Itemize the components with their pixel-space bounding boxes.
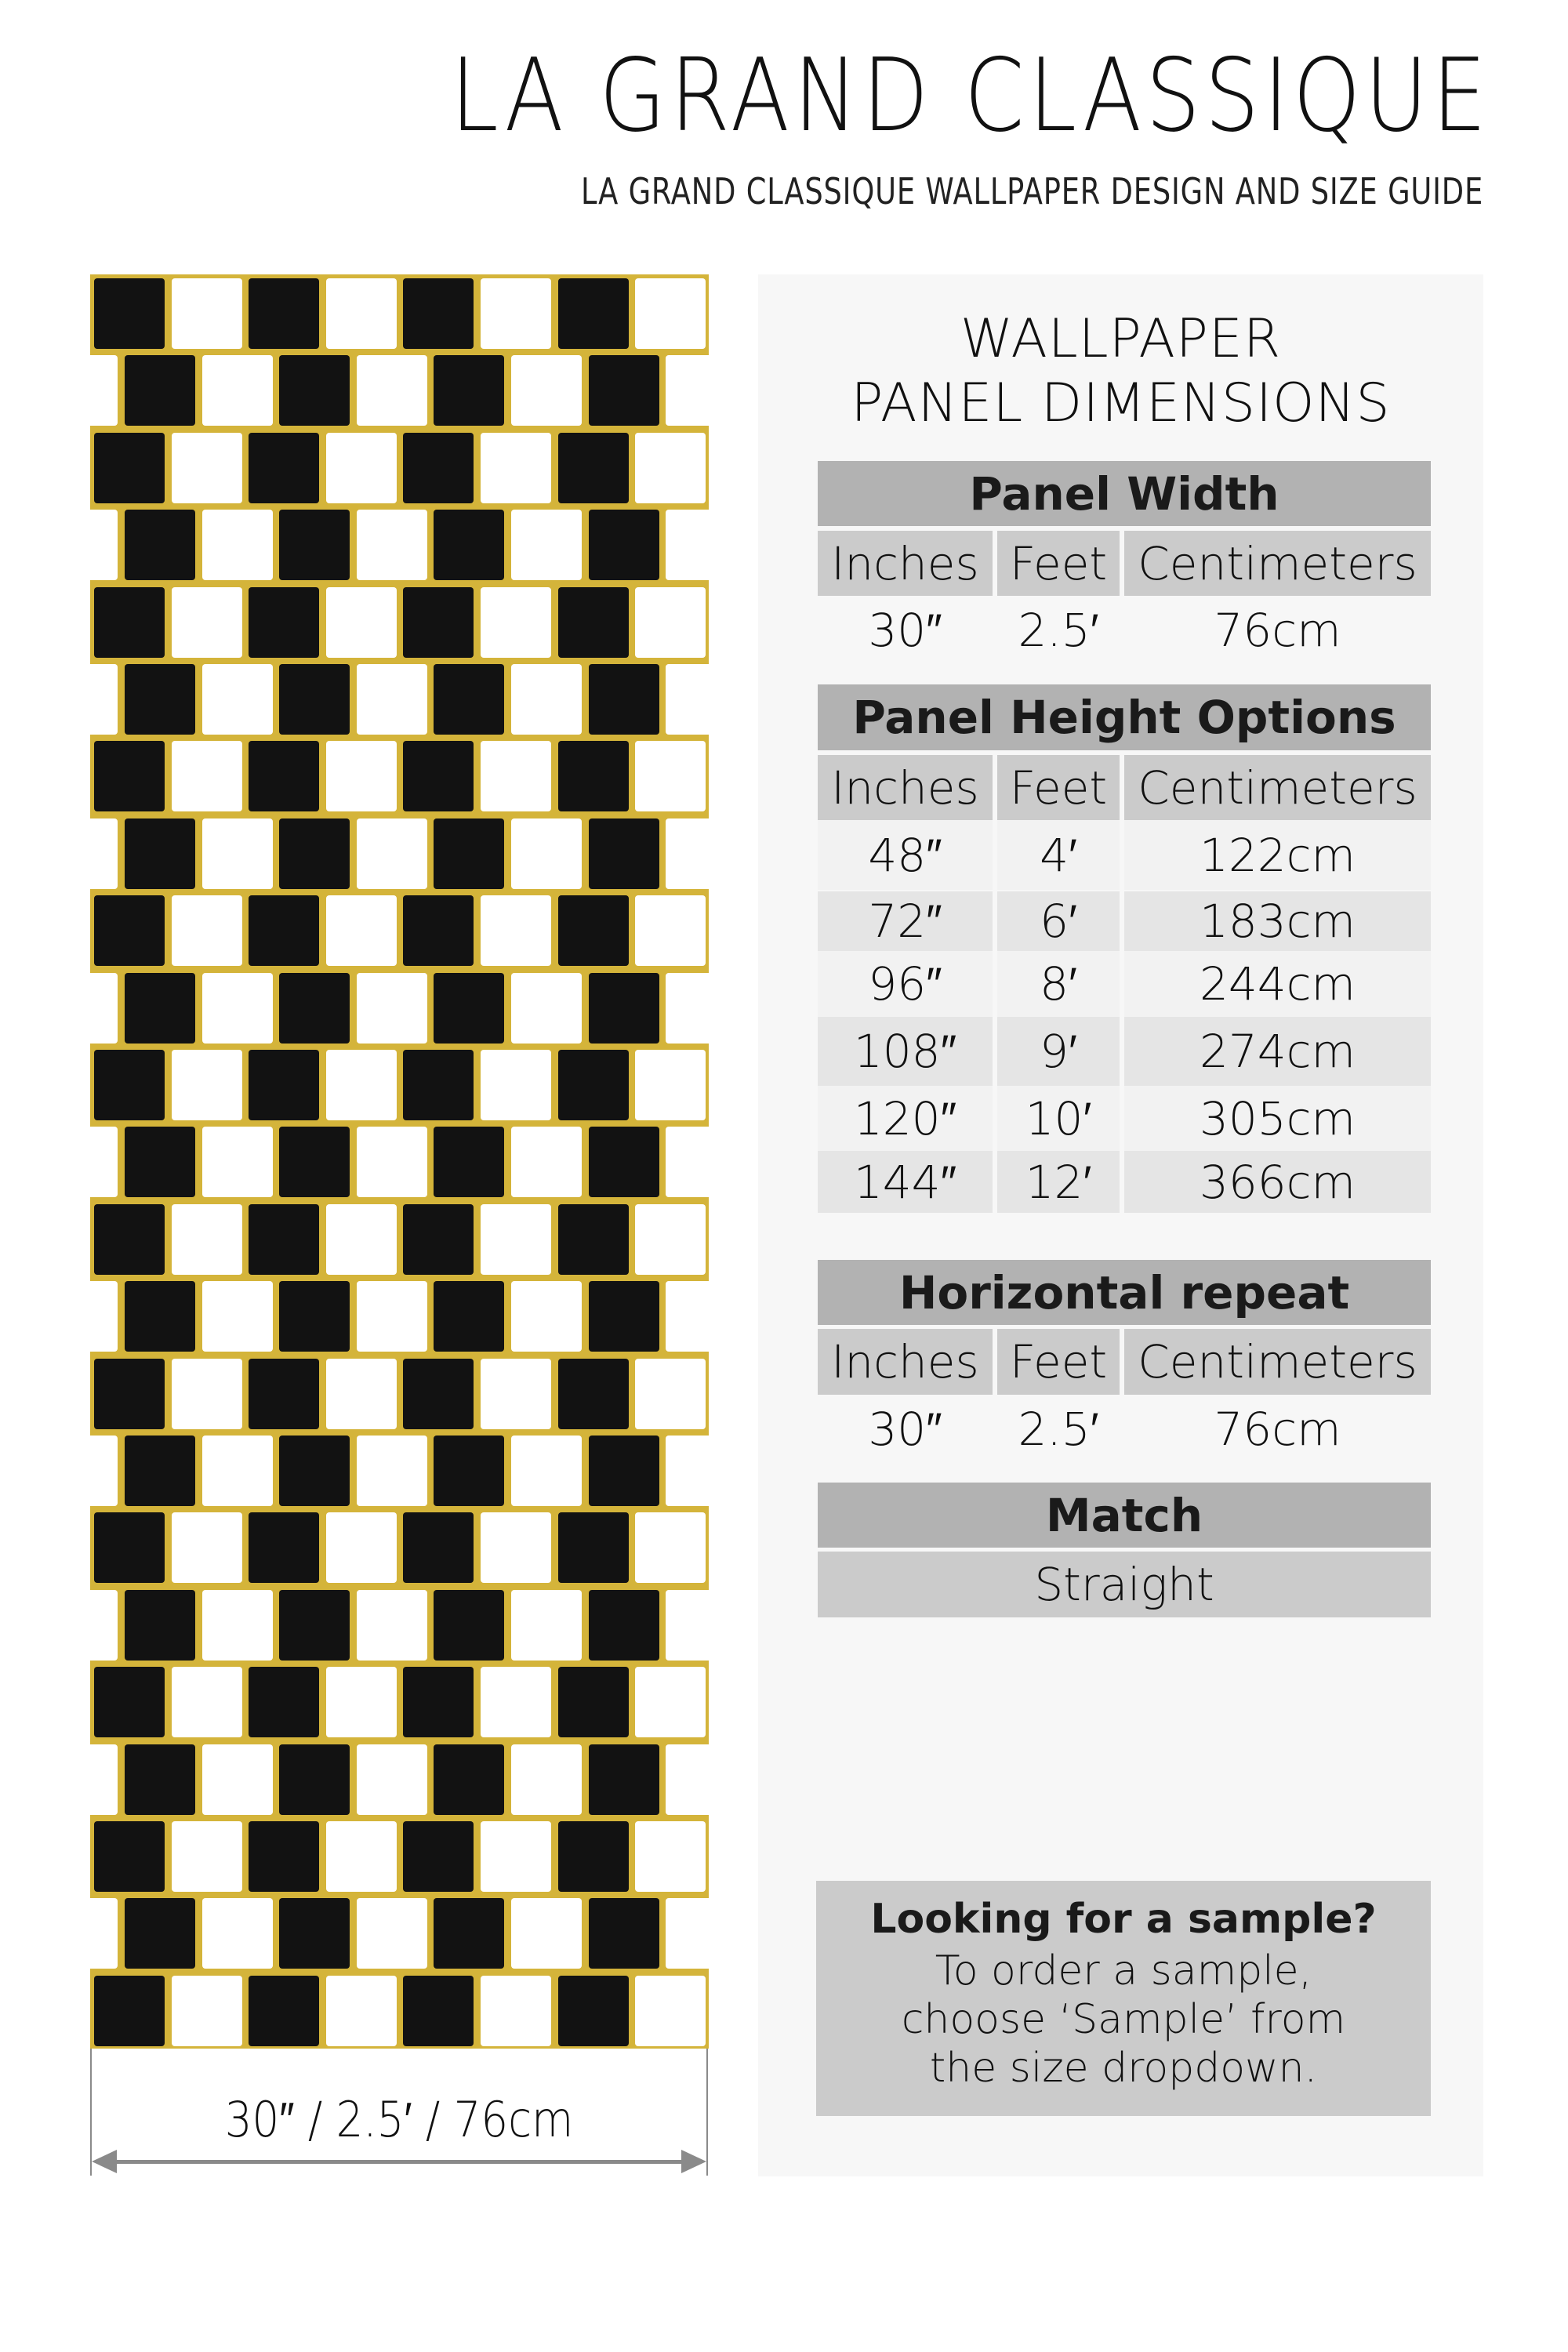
black-tile bbox=[249, 1667, 319, 1737]
black-tile bbox=[94, 1512, 165, 1583]
match-value: Straight bbox=[818, 1552, 1431, 1617]
black-tile bbox=[434, 1436, 504, 1506]
white-tile bbox=[326, 1667, 397, 1737]
black-tile bbox=[249, 1976, 319, 2046]
page-subtitle: LA GRAND CLASSIQUE WALLPAPER DESIGN AND SIZE GUIDE bbox=[580, 170, 1483, 212]
white-tile bbox=[90, 664, 118, 735]
black-tile bbox=[94, 1976, 165, 2046]
white-tile bbox=[172, 1050, 242, 1120]
black-tile bbox=[249, 1050, 319, 1120]
black-tile bbox=[125, 1744, 195, 1815]
black-tile bbox=[279, 973, 350, 1044]
white-tile bbox=[202, 1127, 273, 1197]
black-tile bbox=[249, 433, 319, 503]
black-tile bbox=[434, 510, 504, 580]
width-feet: 2.5′ bbox=[1018, 604, 1099, 657]
black-tile bbox=[434, 1127, 504, 1197]
black-tile bbox=[249, 1821, 319, 1892]
height-row-4-feet: 9′ bbox=[997, 1017, 1120, 1086]
white-tile bbox=[172, 1204, 242, 1275]
white-tile bbox=[357, 1281, 427, 1352]
black-tile bbox=[94, 1667, 165, 1737]
white-tile bbox=[326, 1512, 397, 1583]
black-tile bbox=[279, 355, 350, 426]
black-tile bbox=[403, 1050, 474, 1120]
height-row-5-inches: 120″ bbox=[818, 1086, 993, 1151]
white-tile bbox=[357, 1590, 427, 1661]
width-inches: 30″ bbox=[868, 604, 942, 657]
white-tile bbox=[172, 741, 242, 811]
height-row-1-cm: 122cm bbox=[1124, 820, 1431, 890]
white-tile bbox=[635, 1050, 706, 1120]
black-tile bbox=[589, 973, 659, 1044]
black-tile bbox=[403, 1821, 474, 1892]
white-tile bbox=[481, 433, 551, 503]
white-tile bbox=[357, 510, 427, 580]
wallpaper-pattern-preview bbox=[90, 274, 709, 2049]
col-centimeters: Centimeters bbox=[1124, 531, 1431, 596]
height-row-1-feet: 4′ bbox=[997, 820, 1120, 890]
panel-width-header: Panel Width bbox=[818, 461, 1431, 526]
sample-info-box bbox=[816, 1881, 1431, 2116]
black-tile bbox=[589, 510, 659, 580]
white-tile bbox=[202, 1590, 273, 1661]
black-tile bbox=[125, 1281, 195, 1352]
white-tile bbox=[172, 587, 242, 658]
height-row-2-cm: 183cm bbox=[1124, 891, 1431, 951]
white-tile bbox=[202, 1744, 273, 1815]
white-tile bbox=[666, 1436, 709, 1506]
black-tile bbox=[279, 1127, 350, 1197]
black-tile bbox=[434, 1281, 504, 1352]
panel-height-header: Panel Height Options bbox=[818, 684, 1431, 750]
white-tile bbox=[635, 587, 706, 658]
white-tile bbox=[202, 510, 273, 580]
height-row-2-feet: 6′ bbox=[997, 891, 1120, 951]
white-tile bbox=[481, 741, 551, 811]
col-centimeters: Centimeters bbox=[1124, 755, 1431, 820]
panel-width-label: 30″ / 2.5′ / 76cm bbox=[224, 2091, 574, 2148]
white-tile bbox=[666, 973, 709, 1044]
white-tile bbox=[357, 973, 427, 1044]
black-tile bbox=[558, 1359, 629, 1429]
brand-title: LA GRAND CLASSIQUE bbox=[450, 38, 1491, 154]
white-tile bbox=[357, 1127, 427, 1197]
black-tile bbox=[125, 1127, 195, 1197]
white-tile bbox=[202, 973, 273, 1044]
height-row-1-inches: 48″ bbox=[818, 820, 993, 890]
white-tile bbox=[172, 895, 242, 966]
black-tile bbox=[125, 1898, 195, 1969]
horizontal-repeat-header: Horizontal repeat bbox=[818, 1260, 1431, 1325]
white-tile bbox=[481, 1204, 551, 1275]
white-tile bbox=[635, 1204, 706, 1275]
white-tile bbox=[90, 510, 118, 580]
white-tile bbox=[666, 1127, 709, 1197]
black-tile bbox=[249, 278, 319, 349]
white-tile bbox=[666, 1590, 709, 1661]
col-inches: Inches bbox=[818, 531, 993, 596]
white-tile bbox=[172, 1512, 242, 1583]
white-tile bbox=[202, 1436, 273, 1506]
black-tile bbox=[279, 1744, 350, 1815]
black-tile bbox=[403, 741, 474, 811]
black-tile bbox=[125, 664, 195, 735]
white-tile bbox=[172, 1976, 242, 2046]
white-tile bbox=[666, 355, 709, 426]
black-tile bbox=[403, 1359, 474, 1429]
panel-title-line1: WALLPAPER bbox=[960, 308, 1282, 370]
black-tile bbox=[403, 1976, 474, 2046]
repeat-centimeters: 76cm bbox=[1214, 1403, 1341, 1456]
black-tile bbox=[589, 1590, 659, 1661]
white-tile bbox=[326, 1204, 397, 1275]
black-tile bbox=[403, 1667, 474, 1737]
white-tile bbox=[326, 895, 397, 966]
white-tile bbox=[90, 1281, 118, 1352]
white-tile bbox=[202, 355, 273, 426]
black-tile bbox=[94, 278, 165, 349]
white-tile bbox=[511, 818, 582, 889]
white-tile bbox=[666, 1898, 709, 1969]
black-tile bbox=[403, 587, 474, 658]
black-tile bbox=[94, 1204, 165, 1275]
white-tile bbox=[202, 818, 273, 889]
black-tile bbox=[403, 1204, 474, 1275]
white-tile bbox=[635, 1821, 706, 1892]
white-tile bbox=[357, 664, 427, 735]
black-tile bbox=[434, 973, 504, 1044]
black-tile bbox=[558, 1512, 629, 1583]
height-row-6-feet: 12′ bbox=[997, 1151, 1120, 1213]
white-tile bbox=[90, 1744, 118, 1815]
black-tile bbox=[434, 1744, 504, 1815]
width-centimeters: 76cm bbox=[1214, 604, 1341, 657]
height-row-6-cm: 366cm bbox=[1124, 1151, 1431, 1213]
black-tile bbox=[249, 895, 319, 966]
white-tile bbox=[90, 973, 118, 1044]
height-row-2-inches: 72″ bbox=[818, 891, 993, 951]
black-tile bbox=[249, 1359, 319, 1429]
height-row-3-inches: 96″ bbox=[818, 951, 993, 1017]
black-tile bbox=[403, 278, 474, 349]
black-tile bbox=[589, 1744, 659, 1815]
white-tile bbox=[481, 1821, 551, 1892]
white-tile bbox=[357, 818, 427, 889]
white-tile bbox=[666, 1281, 709, 1352]
white-tile bbox=[202, 1281, 273, 1352]
black-tile bbox=[125, 510, 195, 580]
white-tile bbox=[481, 1359, 551, 1429]
black-tile bbox=[589, 1898, 659, 1969]
black-tile bbox=[403, 433, 474, 503]
repeat-inches: 30″ bbox=[868, 1403, 942, 1456]
black-tile bbox=[94, 895, 165, 966]
white-tile bbox=[481, 1976, 551, 2046]
black-tile bbox=[434, 1590, 504, 1661]
white-tile bbox=[481, 278, 551, 349]
black-tile bbox=[279, 818, 350, 889]
dimension-line bbox=[102, 2160, 696, 2164]
black-tile bbox=[589, 355, 659, 426]
black-tile bbox=[279, 1281, 350, 1352]
black-tile bbox=[558, 741, 629, 811]
white-tile bbox=[511, 1127, 582, 1197]
panel-title-line2: PANEL DIMENSIONS bbox=[851, 372, 1391, 434]
col-inches: Inches bbox=[818, 755, 993, 820]
white-tile bbox=[90, 1436, 118, 1506]
black-tile bbox=[403, 1512, 474, 1583]
black-tile bbox=[249, 1512, 319, 1583]
white-tile bbox=[511, 664, 582, 735]
black-tile bbox=[558, 433, 629, 503]
black-tile bbox=[558, 1050, 629, 1120]
white-tile bbox=[481, 1667, 551, 1737]
sample-heading: Looking for a sample? bbox=[870, 1896, 1377, 1943]
black-tile bbox=[125, 1590, 195, 1661]
black-tile bbox=[279, 664, 350, 735]
sample-text-line1: To order a sample, bbox=[935, 1947, 1312, 1994]
black-tile bbox=[589, 1436, 659, 1506]
black-tile bbox=[558, 1204, 629, 1275]
white-tile bbox=[511, 1744, 582, 1815]
white-tile bbox=[90, 1590, 118, 1661]
white-tile bbox=[326, 1821, 397, 1892]
height-row-5-cm: 305cm bbox=[1124, 1086, 1431, 1151]
white-tile bbox=[90, 818, 118, 889]
black-tile bbox=[249, 741, 319, 811]
white-tile bbox=[326, 1359, 397, 1429]
black-tile bbox=[279, 1898, 350, 1969]
height-row-4-inches: 108″ bbox=[818, 1017, 993, 1086]
height-row-5-feet: 10′ bbox=[997, 1086, 1120, 1151]
black-tile bbox=[589, 818, 659, 889]
white-tile bbox=[635, 433, 706, 503]
black-tile bbox=[279, 510, 350, 580]
repeat-feet: 2.5′ bbox=[1018, 1403, 1099, 1456]
black-tile bbox=[434, 355, 504, 426]
black-tile bbox=[94, 1050, 165, 1120]
black-tile bbox=[94, 741, 165, 811]
white-tile bbox=[635, 1512, 706, 1583]
height-row-6-inches: 144″ bbox=[818, 1151, 993, 1213]
white-tile bbox=[172, 1359, 242, 1429]
black-tile bbox=[589, 1127, 659, 1197]
white-tile bbox=[357, 1436, 427, 1506]
black-tile bbox=[589, 1281, 659, 1352]
black-tile bbox=[94, 433, 165, 503]
black-tile bbox=[434, 664, 504, 735]
white-tile bbox=[172, 1667, 242, 1737]
black-tile bbox=[434, 1898, 504, 1969]
white-tile bbox=[357, 1898, 427, 1969]
white-tile bbox=[666, 664, 709, 735]
white-tile bbox=[511, 1590, 582, 1661]
black-tile bbox=[403, 895, 474, 966]
col-inches: Inches bbox=[818, 1329, 993, 1395]
white-tile bbox=[326, 278, 397, 349]
sample-text-line2: choose ‘Sample’ from bbox=[901, 1996, 1346, 2043]
white-tile bbox=[481, 587, 551, 658]
dimension-tick-right bbox=[706, 2049, 708, 2176]
black-tile bbox=[589, 664, 659, 735]
white-tile bbox=[635, 1976, 706, 2046]
white-tile bbox=[172, 1821, 242, 1892]
col-feet: Feet bbox=[997, 755, 1120, 820]
black-tile bbox=[558, 1667, 629, 1737]
col-centimeters: Centimeters bbox=[1124, 1329, 1431, 1395]
white-tile bbox=[326, 1050, 397, 1120]
black-tile bbox=[94, 587, 165, 658]
black-tile bbox=[125, 1436, 195, 1506]
black-tile bbox=[434, 818, 504, 889]
white-tile bbox=[511, 973, 582, 1044]
black-tile bbox=[125, 355, 195, 426]
black-tile bbox=[279, 1590, 350, 1661]
arrow-left-icon bbox=[92, 2150, 117, 2173]
white-tile bbox=[202, 664, 273, 735]
black-tile bbox=[558, 1821, 629, 1892]
black-tile bbox=[125, 818, 195, 889]
white-tile bbox=[481, 1050, 551, 1120]
match-header: Match bbox=[818, 1483, 1431, 1548]
white-tile bbox=[326, 433, 397, 503]
white-tile bbox=[635, 1667, 706, 1737]
white-tile bbox=[326, 741, 397, 811]
white-tile bbox=[326, 1976, 397, 2046]
white-tile bbox=[511, 510, 582, 580]
arrow-right-icon bbox=[681, 2150, 706, 2173]
black-tile bbox=[249, 587, 319, 658]
white-tile bbox=[357, 355, 427, 426]
white-tile bbox=[172, 278, 242, 349]
white-tile bbox=[511, 355, 582, 426]
black-tile bbox=[558, 895, 629, 966]
white-tile bbox=[635, 741, 706, 811]
white-tile bbox=[202, 1898, 273, 1969]
white-tile bbox=[172, 433, 242, 503]
col-feet: Feet bbox=[997, 1329, 1120, 1395]
black-tile bbox=[125, 973, 195, 1044]
black-tile bbox=[558, 587, 629, 658]
white-tile bbox=[357, 1744, 427, 1815]
white-tile bbox=[666, 1744, 709, 1815]
white-tile bbox=[481, 1512, 551, 1583]
white-tile bbox=[666, 510, 709, 580]
white-tile bbox=[635, 278, 706, 349]
white-tile bbox=[90, 1898, 118, 1969]
black-tile bbox=[279, 1436, 350, 1506]
white-tile bbox=[326, 587, 397, 658]
white-tile bbox=[90, 1127, 118, 1197]
black-tile bbox=[558, 1976, 629, 2046]
sample-text-line3: the size dropdown. bbox=[929, 2045, 1318, 2092]
height-row-4-cm: 274cm bbox=[1124, 1017, 1431, 1086]
col-feet: Feet bbox=[997, 531, 1120, 596]
black-tile bbox=[94, 1821, 165, 1892]
white-tile bbox=[666, 818, 709, 889]
white-tile bbox=[90, 355, 118, 426]
white-tile bbox=[635, 895, 706, 966]
white-tile bbox=[511, 1436, 582, 1506]
white-tile bbox=[481, 895, 551, 966]
white-tile bbox=[511, 1281, 582, 1352]
black-tile bbox=[558, 278, 629, 349]
white-tile bbox=[511, 1898, 582, 1969]
black-tile bbox=[249, 1204, 319, 1275]
black-tile bbox=[94, 1359, 165, 1429]
height-row-3-feet: 8′ bbox=[997, 951, 1120, 1017]
white-tile bbox=[635, 1359, 706, 1429]
height-row-3-cm: 244cm bbox=[1124, 951, 1431, 1017]
